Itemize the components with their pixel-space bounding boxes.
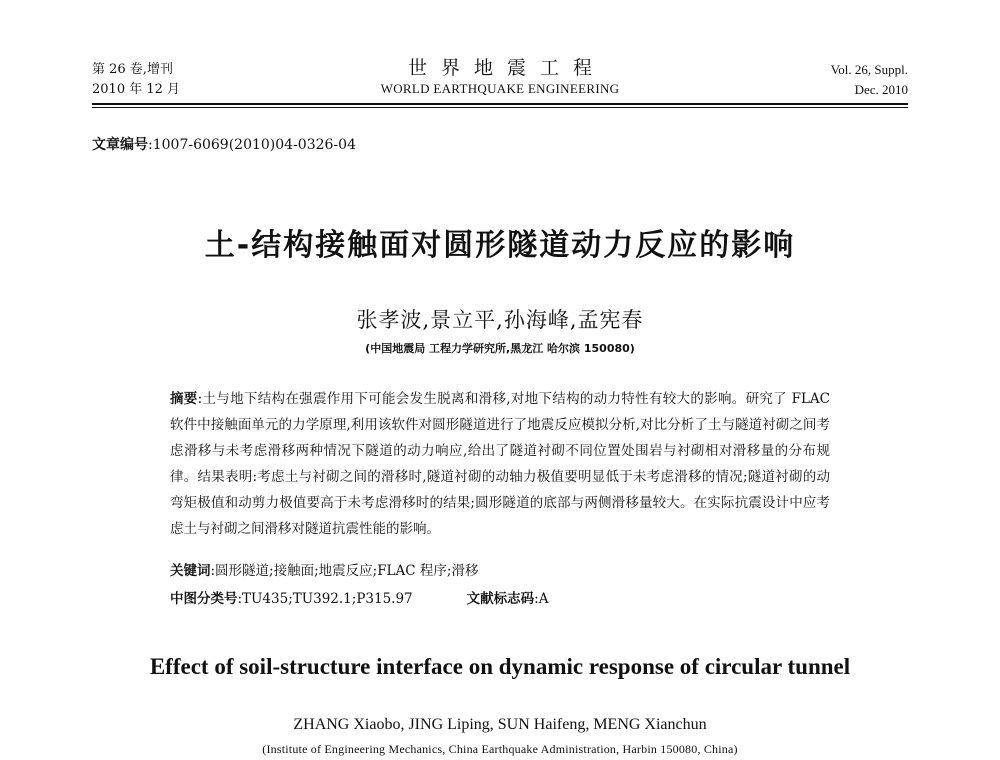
affiliation-cn: (中国地震局 工程力学研究所,黑龙江 哈尔滨 150080) <box>365 342 635 355</box>
title-cn: 土-结构接触面对圆形隧道动力反应的影响 <box>204 228 796 263</box>
title-en: Effect of soil-structure interface on dynamic response of circular tunnel <box>149 654 851 679</box>
abstract-cn <box>170 386 830 542</box>
header-rule-thick <box>92 103 908 105</box>
keywords-cn <box>170 560 830 582</box>
abstract-label: 摘要 <box>170 391 198 407</box>
header-rule-thin <box>92 107 908 108</box>
classification-label: 中图分类号 <box>170 591 238 607</box>
document-code-value: :A <box>534 591 549 607</box>
volume-en: Vol. 26, Suppl. <box>830 62 908 77</box>
classification-line <box>170 588 830 610</box>
abstract-text: :土与地下结构在强震作用下可能会发生脱离和滑移,对地下结构的动力特性有较大的影响。研究了 FLAC 软件中接触面单元的力学原理,利用该软件对圆形隧道进行了地震反应模拟分析,对比分析了土与隧道衬砌之间考虑滑移与未考虑滑移两种情况下隧道的动力响应,给出了隧道衬砌不同位置处围岩与衬砌相对滑移量的分布规律。结果表明:考虑土与衬砌之间的滑移时,隧道衬砌的动轴力极值要明显低于未考虑滑移的情况;隧道衬砌的动弯矩极值和动剪力极值要高于未考虑滑移时的结果;圆形隧道的底部与两侧滑移量较大。在实际抗震设计中应考虑土与衬砌之间滑移对隧道抗震性能的影响。 <box>170 391 831 537</box>
article-number-label: 文章编号 <box>92 137 148 153</box>
document-code-label: 文献标志码 <box>466 591 535 607</box>
header-right <box>831 60 908 100</box>
authors-en: ZHANG Xiaobo, JING Liping, SUN Haifeng, MENG Xianchun <box>293 716 707 733</box>
affiliation-en: (Institute of Engineering Mechanics, China Earthquake Administration, Harbin 150080, China) <box>262 742 738 756</box>
journal-name-cn: 世界地震工程 <box>407 57 606 79</box>
document-code <box>467 588 549 610</box>
date-cn: 2010 年 12 月 <box>92 82 181 97</box>
volume-cn: 第 26 卷,增刊 <box>92 62 173 77</box>
date-en: Dec. 2010 <box>854 82 908 97</box>
article-number-value: :1007-6069(2010)04-0326-04 <box>148 137 356 153</box>
article-number <box>92 134 356 154</box>
classification-text: :TU435;TU392.1;P315.97 <box>237 591 413 607</box>
journal-masthead <box>300 56 700 98</box>
journal-name-en: WORLD EARTHQUAKE ENGINEERING <box>380 81 620 96</box>
authors-cn: 张孝波,景立平,孙海峰,孟宪春 <box>356 308 644 332</box>
header-left <box>92 60 180 100</box>
keywords-text: :圆形隧道;接触面;地震反应;FLAC 程序;滑移 <box>210 563 479 579</box>
keywords-label: 关键词 <box>170 563 211 579</box>
